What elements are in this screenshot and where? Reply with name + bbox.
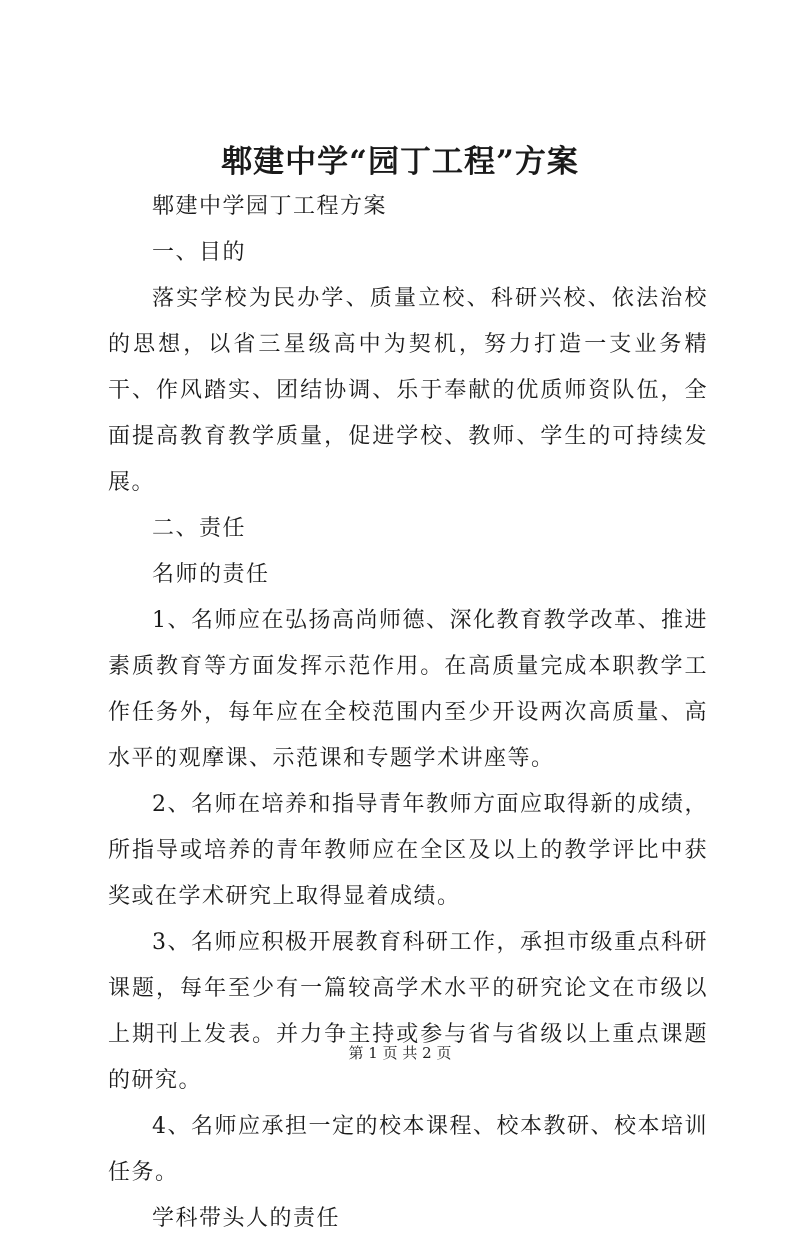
body-paragraph: 3、名师应积极开展教育科研工作，承担市级重点科研课题，每年至少有一篇较高学术水平的研究论文在市级以上期刊上发表。并力争主持或参与省与省级以上重点课题的研究。 bbox=[108, 930, 708, 1093]
document-body bbox=[108, 184, 708, 1242]
subtitle-paragraph: 郫建中学园丁工程方案 bbox=[152, 194, 388, 219]
document-title: 郫建中学“园丁工程”方案 bbox=[221, 144, 579, 180]
section-heading-responsibility: 二、责任 bbox=[152, 516, 247, 541]
body-paragraph: 2、名师在培养和指导青年教师方面应取得新的成绩，所指导或培养的青年教师应在全区及以上的教学评比中获奖或在学术研究上取得显着成绩。 bbox=[108, 792, 708, 909]
body-paragraph: 4、名师应承担一定的校本课程、校本教研、校本培训任务。 bbox=[108, 1114, 708, 1185]
section-heading-purpose: 一、目的 bbox=[152, 240, 247, 265]
subheading-subject-leader: 学科带头人的责任 bbox=[152, 1206, 341, 1231]
body-paragraph: 1、名师应在弘扬高尚师德、深化教育教学改革、推进素质教育等方面发挥示范作用。在高质量完成本职教学工作任务外，每年应在全校范围内至少开设两次高质量、高水平的观摩课、示范课和专题学术讲座等。 bbox=[108, 608, 708, 771]
body-paragraph: 落实学校为民办学、质量立校、科研兴校、依法治校的思想，以省三星级高中为契机，努力打造一支业务精干、作风踏实、团结协调、乐于奉献的优质师资队伍，全面提高教育教学质量，促进学校、教师、学生的可持续发展。 bbox=[108, 286, 708, 495]
page-footer bbox=[0, 1043, 800, 1063]
page-number: 第 1 页 共 2 页 bbox=[348, 1044, 452, 1062]
subheading-famous-teacher: 名师的责任 bbox=[152, 562, 270, 587]
